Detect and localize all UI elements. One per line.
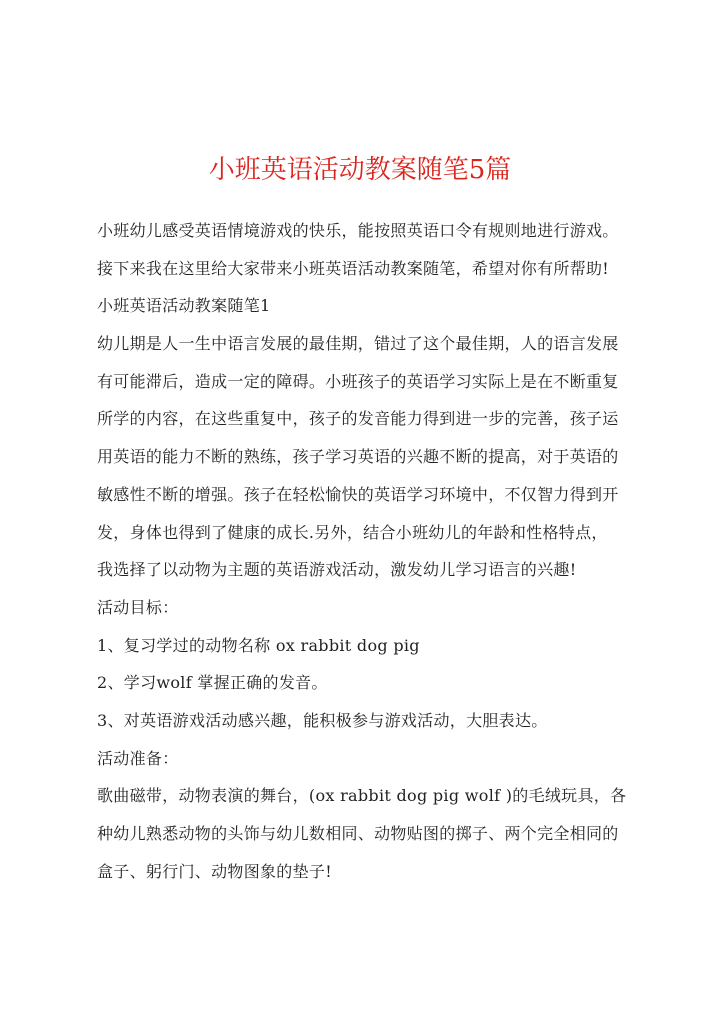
goals-heading: 活动目标： <box>97 597 179 617</box>
paragraph-line: 用英语的能力不断的熟练，孩子学习英语的兴趣不断的提高，对于英语的 <box>97 447 619 467</box>
intro-line: 接下来我在这里给大家带来小班英语活动教案随笔，希望对你有所帮助! <box>97 258 610 278</box>
paragraph-line: 我选择了以动物为主题的英语游戏活动，激发幼儿学习语言的兴趣! <box>97 560 577 580</box>
prep-line: 盒子、躬行门、动物图象的垫子! <box>97 861 332 881</box>
prep-line: 歌曲磁带，动物表演的舞台，(ox rabbit dog pig wolf )的毛绒玩具，各 <box>97 786 627 806</box>
document-body <box>97 212 637 890</box>
goal-item: 1、复习学过的动物名称 ox rabbit dog pig <box>97 635 420 655</box>
document-title: 小班英语活动教案随笔5篇 <box>208 155 512 185</box>
prep-heading: 活动准备： <box>97 748 179 768</box>
paragraph-line: 幼儿期是人一生中语言发展的最佳期，错过了这个最佳期，人的语言发展 <box>97 334 619 354</box>
paragraph-line: 发，身体也得到了健康的成长.另外，结合小班幼儿的年龄和性格特点， <box>97 522 608 542</box>
paragraph-line: 所学的内容，在这些重复中，孩子的发音能力得到进一步的完善，孩子运 <box>97 409 619 429</box>
prep-line: 种幼儿熟悉动物的头饰与幼儿数相同、动物贴图的掷子、两个完全相同的 <box>97 824 619 843</box>
paragraph-line: 敏感性不断的增强。孩子在轻松愉快的英语学习环境中，不仅智力得到开 <box>97 484 619 504</box>
paragraph-line: 有可能滞后，造成一定的障碍。小班孩子的英语学习实际上是在不断重复 <box>97 371 619 391</box>
goal-item: 3、对英语游戏活动感兴趣，能积极参与游戏活动，大胆表达。 <box>97 710 548 730</box>
section-heading: 小班英语活动教案随笔1 <box>97 296 271 316</box>
intro-line: 小班幼儿感受英语情境游戏的快乐，能按照英语口令有规则地进行游戏。 <box>97 221 619 240</box>
goal-item: 2、学习wolf 掌握正确的发音。 <box>97 673 328 693</box>
